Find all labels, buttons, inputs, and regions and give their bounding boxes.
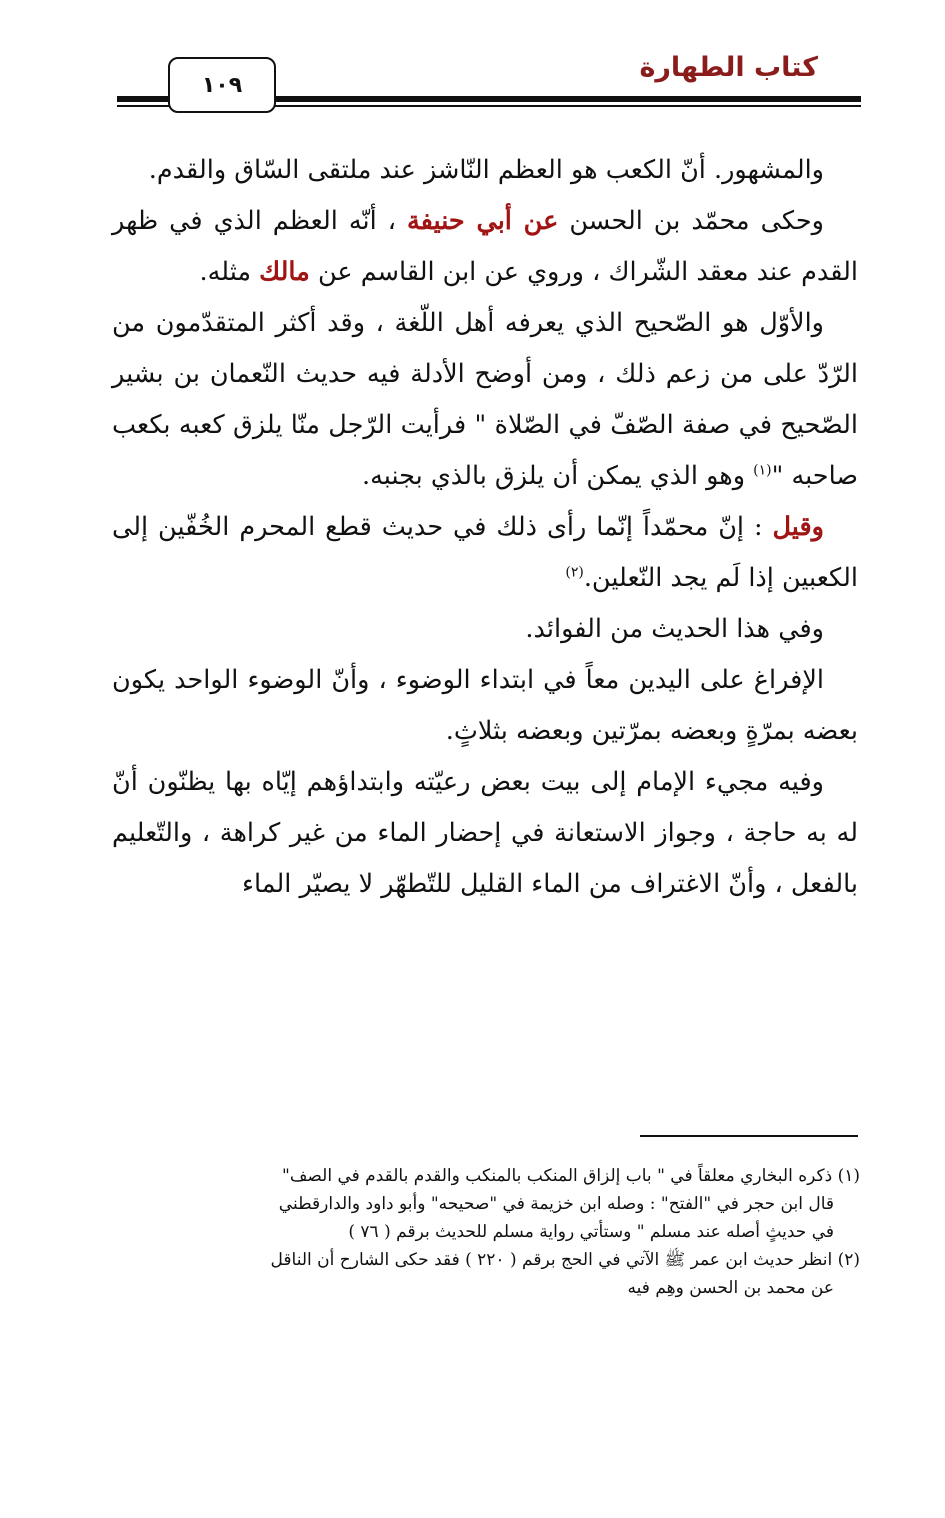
main-text	[112, 145, 858, 910]
paragraph-6: الإفراغ على اليدين معاً في ابتداء الوضوء ، وأنّ الوضوء الواحد يكون بعضه بمرّةٍ وبعضه بمرّتين وبعضه بثلاثٍ.	[112, 665, 858, 746]
footnote-1-line-2: قال ابن حجر في "الفتح" : وصله ابن خزيمة في "صحيحه" وأبو داود والدارقطني	[278, 1194, 834, 1214]
paragraph-1: والمشهور. أنّ الكعب هو العظم النّاشز عند ملتقى السّاق والقدم.	[148, 155, 824, 185]
page-number: ١٠٩	[201, 72, 243, 98]
footnote-1-line-1: (١) ذكره البخاري معلقاً في " باب إلزاق المنكب بالمنكب والقدم بالقدم في الصف"	[282, 1166, 860, 1186]
footnote-2-line-2: عن محمد بن الحسن وهِم فيه	[627, 1278, 834, 1298]
paragraph-5: وفي هذا الحديث من الفوائد.	[525, 614, 824, 644]
footnote-1-line-3: في حديثٍ أصله عند مسلم " وستأتي رواية مسلم للحديث برقم ( ٧٦ )	[348, 1222, 834, 1242]
paragraph-4	[112, 502, 858, 604]
footnote-separator	[640, 1135, 858, 1137]
paragraph-2-text-a: وحكى محمّد بن الحسن	[558, 206, 824, 236]
paragraph-3-text-a: والأوّل هو الصّحيح الذي يعرفه أهل اللّغة ، وقد أكثر المتقدّمون من الرّدّ على من زعم ذلك ، ومن أوضح الأدلة فيه حديث النّعمان بن بشير الصّحيح في صفة الصّفّ في الصّلاة " فرأيت الرّجل منّا يلزق كعبه بكعب صاحبه "	[112, 308, 858, 491]
book-title: كتاب الطهارة	[639, 52, 818, 83]
paragraph-3	[112, 298, 858, 502]
highlight-qila: وقيل	[772, 512, 824, 542]
footnote-ref-1: (١)	[753, 462, 772, 479]
highlight-malik: مالك	[259, 257, 310, 287]
paragraph-3-text-b: وهو الذي يمكن أن يلزق بالذي بجنبه.	[362, 461, 754, 491]
paragraph-4-text: : إنّ محمّداً إنّما رأى ذلك في حديث قطع المحرم الخُفّين إلى الكعبين إذا لَم يجد النّعلين.	[112, 512, 858, 593]
footnote-ref-2: (٢)	[565, 564, 584, 581]
paragraph-2	[112, 196, 858, 298]
paragraph-7: وفيه مجيء الإمام إلى بيت بعض رعيّته وابتداؤهم إيّاه بها يظنّون أنّ له به حاجة ، وجواز الاستعانة في إحضار الماء من غير كراهة ، والتّعليم بالفعل ، وأنّ الاغتراف من الماء القليل للتّطهّر لا يصيّر الماء	[112, 767, 858, 899]
highlight-abu-hanifa: عن أبي حنيفة	[406, 206, 559, 236]
paragraph-2-text-c: مثله.	[199, 257, 260, 287]
page-number-box	[168, 57, 276, 113]
footnote-2-line-1: (٢) انظر حديث ابن عمر ﷺ الآتي في الحج برقم ( ٢٢٠ ) فقد حكى الشارح أن الناقل	[270, 1250, 860, 1270]
footnotes	[112, 1162, 860, 1302]
paragraph-2-text-b: ، أنّه العظم الذي في ظهر القدم عند معقد الشّراك ، وروي عن ابن القاسم عن	[112, 206, 858, 287]
